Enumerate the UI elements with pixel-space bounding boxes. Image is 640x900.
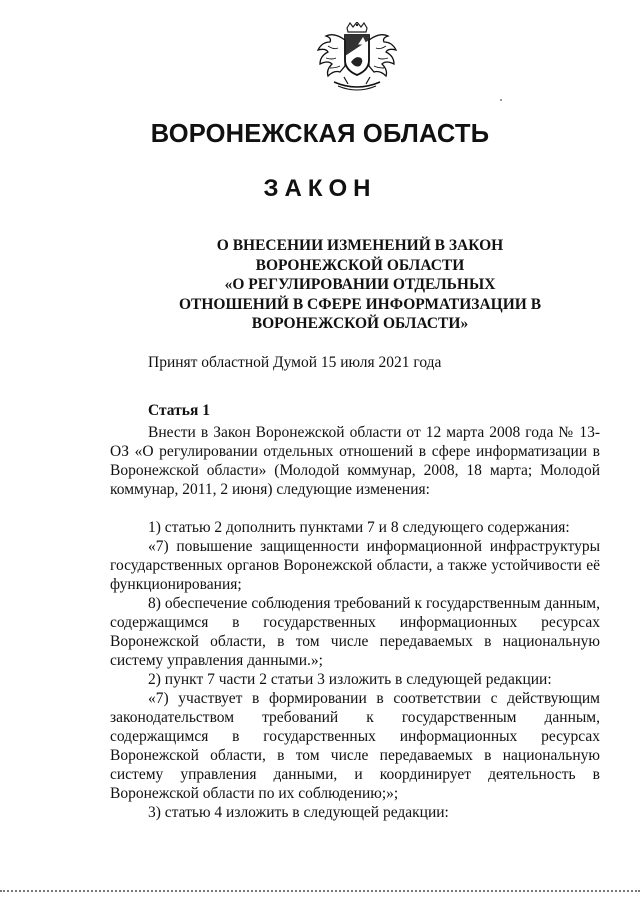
article-heading: Статья 1 [148, 402, 210, 419]
article-body [110, 401, 600, 822]
document-type: ЗАКОН [263, 175, 377, 202]
paragraph: 1) статью 2 дополнить пунктами 7 и 8 следующего содержания: [148, 519, 570, 536]
scan-speck [500, 99, 502, 101]
paragraph: 8) обеспечение соблюдения требований к государственным данным, содержащимся в государственных информационных ресурсах Воронежской области, в том числе передаваемых в национальную систему управления данными.»; [110, 595, 600, 669]
subject-line: ВОРОНЕЖСКОЙ ОБЛАСТИ» [251, 315, 469, 332]
paragraph: «7) повышение защищенности информационной инфраструктуры государственных органов Воронежской области, а также устойчивости её функционирования; [110, 538, 600, 593]
paragraph: Внести в Закон Воронежской области от 12 марта 2008 года № 13-ОЗ «О регулировании отдельных отношений в сфере информатизации в Воронежской области» (Молодой коммунар, 2008, 18 марта; Молодой коммунар, 2011, 2 июня) следующие изменения: [110, 424, 600, 498]
adoption-date: Принят областной Думой 15 июля 2021 года [148, 354, 442, 371]
scan-edge [0, 890, 640, 892]
coat-of-arms-icon [314, 22, 400, 94]
paragraph: «7) участвует в формировании в соответствии с действующим законодательством требований к государственным данным, содержащимся в государственных информационных ресурсах Воронежской области, в том числе передаваемых в национальную систему управления данными, и координирует деятельность в Воронежской области по их соблюдению;»; [110, 690, 600, 802]
law-subject [150, 236, 570, 334]
subject-line: О ВНЕСЕНИИ ИЗМЕНЕНИЙ В ЗАКОН [216, 237, 504, 254]
region-title: ВОРОНЕЖСКАЯ ОБЛАСТЬ [150, 120, 490, 148]
subject-line: ОТНОШЕНИЙ В СФЕРЕ ИНФОРМАТИЗАЦИИ В [178, 295, 542, 313]
paragraph: 3) статью 4 изложить в следующей редакции: [148, 804, 449, 821]
subject-line: ВОРОНЕЖСКОЙ ОБЛАСТИ [255, 256, 465, 274]
paragraph: 2) пункт 7 части 2 статьи 3 изложить в следующей редакции: [148, 671, 552, 688]
subject-line: «О РЕГУЛИРОВАНИИ ОТДЕЛЬНЫХ [224, 276, 496, 293]
